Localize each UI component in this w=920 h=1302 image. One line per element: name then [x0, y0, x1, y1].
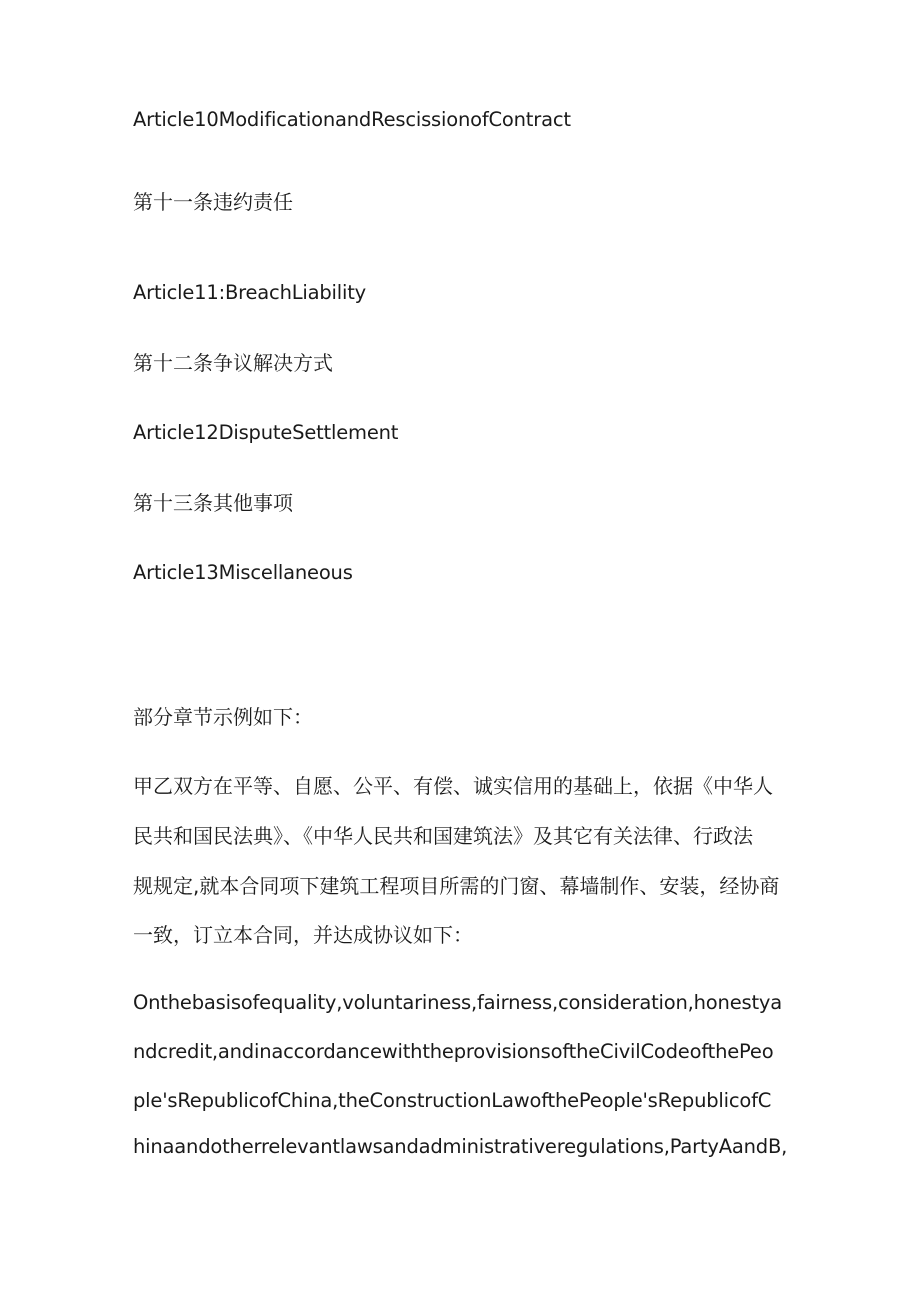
preamble-en-line-3: ple'sRepublicofChina,theConstructionLawofthePeople'sRepublicofC: [133, 1089, 772, 1112]
article-12-heading-zh: 第十二条争议解决方式: [133, 351, 333, 375]
article-12-heading-en: Article12DisputeSettlement: [133, 421, 399, 444]
preamble-zh-line-4: 一致，订立本合同，并达成协议如下：: [133, 923, 473, 947]
preamble-en-line-4: hinaandotherrelevantlawsandadministrativeregulations,PartyAandB,: [133, 1135, 788, 1158]
preamble-en-line-2: ndcredit,andinaccordancewiththeprovisionsoftheCivilCodeofthePeo: [133, 1040, 774, 1063]
article-11-heading-zh: 第十一条违约责任: [133, 190, 293, 214]
article-11-heading-en: Article11:BreachLiability: [133, 281, 366, 304]
preamble-zh-line-3: 规规定,就本合同项下建筑工程项目所需的门窗、幕墙制作、安装，经协商: [133, 874, 780, 898]
article-13-heading-zh: 第十三条其他事项: [133, 491, 293, 515]
preamble-zh-line-2: 民共和国民法典》、《中华人民共和国建筑法》及其它有关法律、行政法: [133, 824, 753, 848]
preamble-zh-line-1: 甲乙双方在平等、自愿、公平、有偿、诚实信用的基础上，依据《中华人: [133, 774, 773, 798]
article-13-heading-en: Article13Miscellaneous: [133, 561, 353, 584]
preamble-en-line-1: Onthebasisofequality,voluntariness,fairness,consideration,honestya: [133, 991, 782, 1014]
article-10-heading: Article10ModificationandRescissionofContract: [133, 108, 571, 131]
sample-sections-intro: 部分章节示例如下：: [133, 705, 313, 729]
